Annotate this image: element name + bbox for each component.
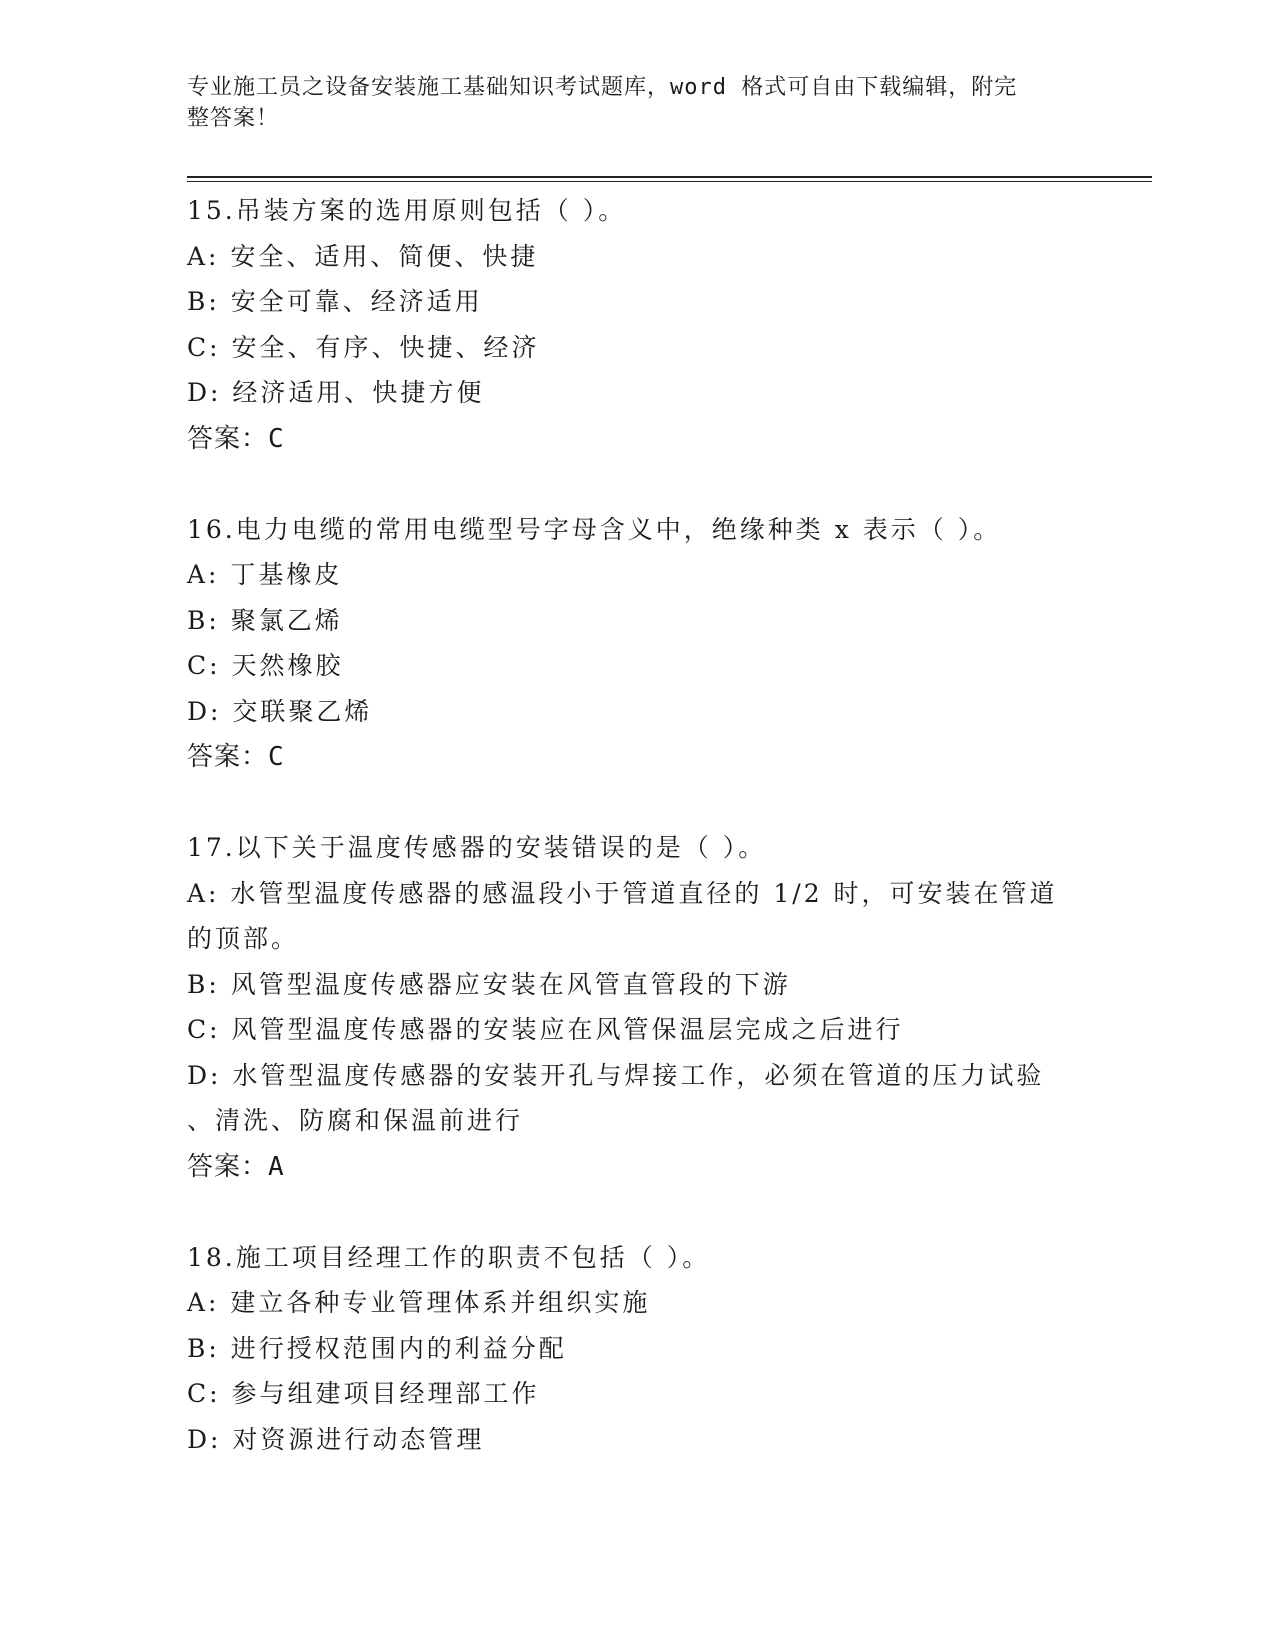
option-a: A: 安全、适用、简便、快捷 — [187, 241, 539, 271]
option-a-continued: 的顶部。 — [187, 924, 300, 953]
question-17 — [187, 825, 1087, 1190]
option-a: A: 丁基橡皮 — [187, 560, 343, 589]
option-b: B: 进行授权范围内的利益分配 — [187, 1333, 567, 1363]
option-c: C: 安全、有序、快捷、经济 — [187, 332, 540, 362]
answer-line: 答案：C — [187, 742, 285, 772]
option-d: D: 经济适用、快捷方便 — [187, 378, 485, 407]
question-title: 15.吊装方案的选用原则包括（ ）。 — [187, 196, 627, 225]
question-15 — [187, 188, 1087, 462]
option-b: B: 聚氯乙烯 — [187, 605, 343, 635]
question-title: 17.以下关于温度传感器的安装错误的是（ ）。 — [187, 833, 767, 862]
header-rule-thin — [187, 181, 1152, 182]
question-18 — [187, 1235, 1087, 1463]
document-header — [187, 72, 1067, 134]
option-c: C: 天然橡胶 — [187, 651, 344, 680]
question-title: 16.电力电缆的常用电缆型号字母含义中，绝缘种类 x 表示（ ）。 — [187, 514, 1002, 544]
question-16 — [187, 507, 1087, 781]
answer-line: 答案：A — [187, 1151, 285, 1182]
header-line-1: 专业施工员之设备安装施工基础知识考试题库，word 格式可自由下载编辑，附完 — [187, 75, 1018, 100]
option-b: B: 安全可靠、经济适用 — [187, 287, 483, 316]
question-list — [187, 188, 1087, 1507]
option-d-continued: 、清洗、防腐和保温前进行 — [187, 1106, 524, 1135]
answer-line: 答案：C — [187, 423, 285, 454]
option-d: D: 交联聚乙烯 — [187, 696, 373, 726]
option-c: C: 参与组建项目经理部工作 — [187, 1379, 540, 1408]
option-b: B: 风管型温度传感器应安装在风管直管段的下游 — [187, 969, 791, 999]
option-c: C: 风管型温度传感器的安装应在风管保温层完成之后进行 — [187, 1015, 904, 1044]
option-d: D: 水管型温度传感器的安装开孔与焊接工作，必须在管道的压力试验 — [187, 1060, 1045, 1090]
option-a: A: 水管型温度传感器的感温段小于管道直径的 1/2 时，可安装在管道 — [187, 878, 1058, 908]
header-rule-thick — [187, 176, 1152, 178]
question-title: 18.施工项目经理工作的职责不包括（ ）。 — [187, 1242, 711, 1272]
header-line-2: 整答案！ — [187, 106, 280, 131]
option-d: D: 对资源进行动态管理 — [187, 1424, 485, 1454]
option-a: A: 建立各种专业管理体系并组织实施 — [187, 1288, 651, 1317]
